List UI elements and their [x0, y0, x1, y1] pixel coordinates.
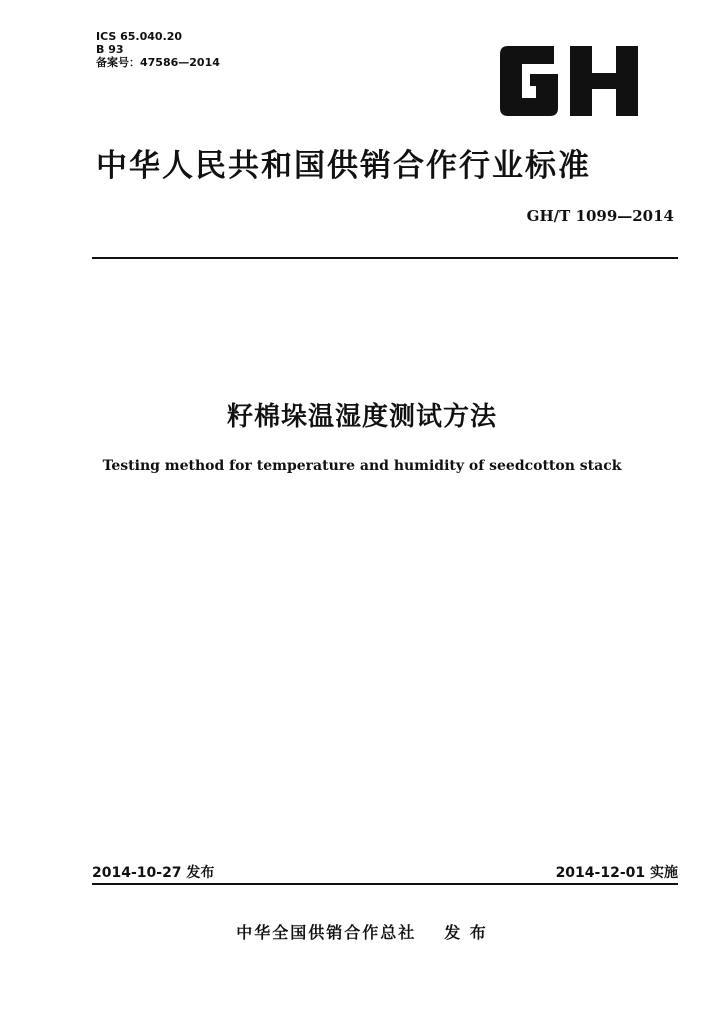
issue-date: 2014-10-27 发布 — [92, 865, 215, 881]
ccs-code: B 93 — [96, 43, 124, 56]
publisher-line — [0, 920, 724, 943]
classification-block — [96, 30, 220, 69]
ics-code: ICS 65.040.20 — [96, 30, 183, 43]
standard-number: GH/T 1099—2014 — [526, 207, 674, 225]
footer-divider — [92, 883, 678, 885]
document-title-cn: 籽棉垛温湿度测试方法 — [226, 402, 497, 432]
gh-logo-mark — [500, 46, 638, 116]
filing-number: 备案号：47586—2014 — [96, 56, 220, 69]
publisher-action: 发 布 — [444, 923, 488, 942]
organization-title: 中华人民共和国供销合作行业标准 — [96, 148, 591, 184]
document-title-en: Testing method for temperature and humidity of seedcotton stack — [102, 458, 622, 474]
implementation-date: 2014-12-01 实施 — [555, 865, 678, 881]
header-divider — [92, 257, 678, 259]
publisher-name: 中华全国供销合作总社 — [236, 923, 417, 942]
gh-logo — [500, 46, 638, 116]
